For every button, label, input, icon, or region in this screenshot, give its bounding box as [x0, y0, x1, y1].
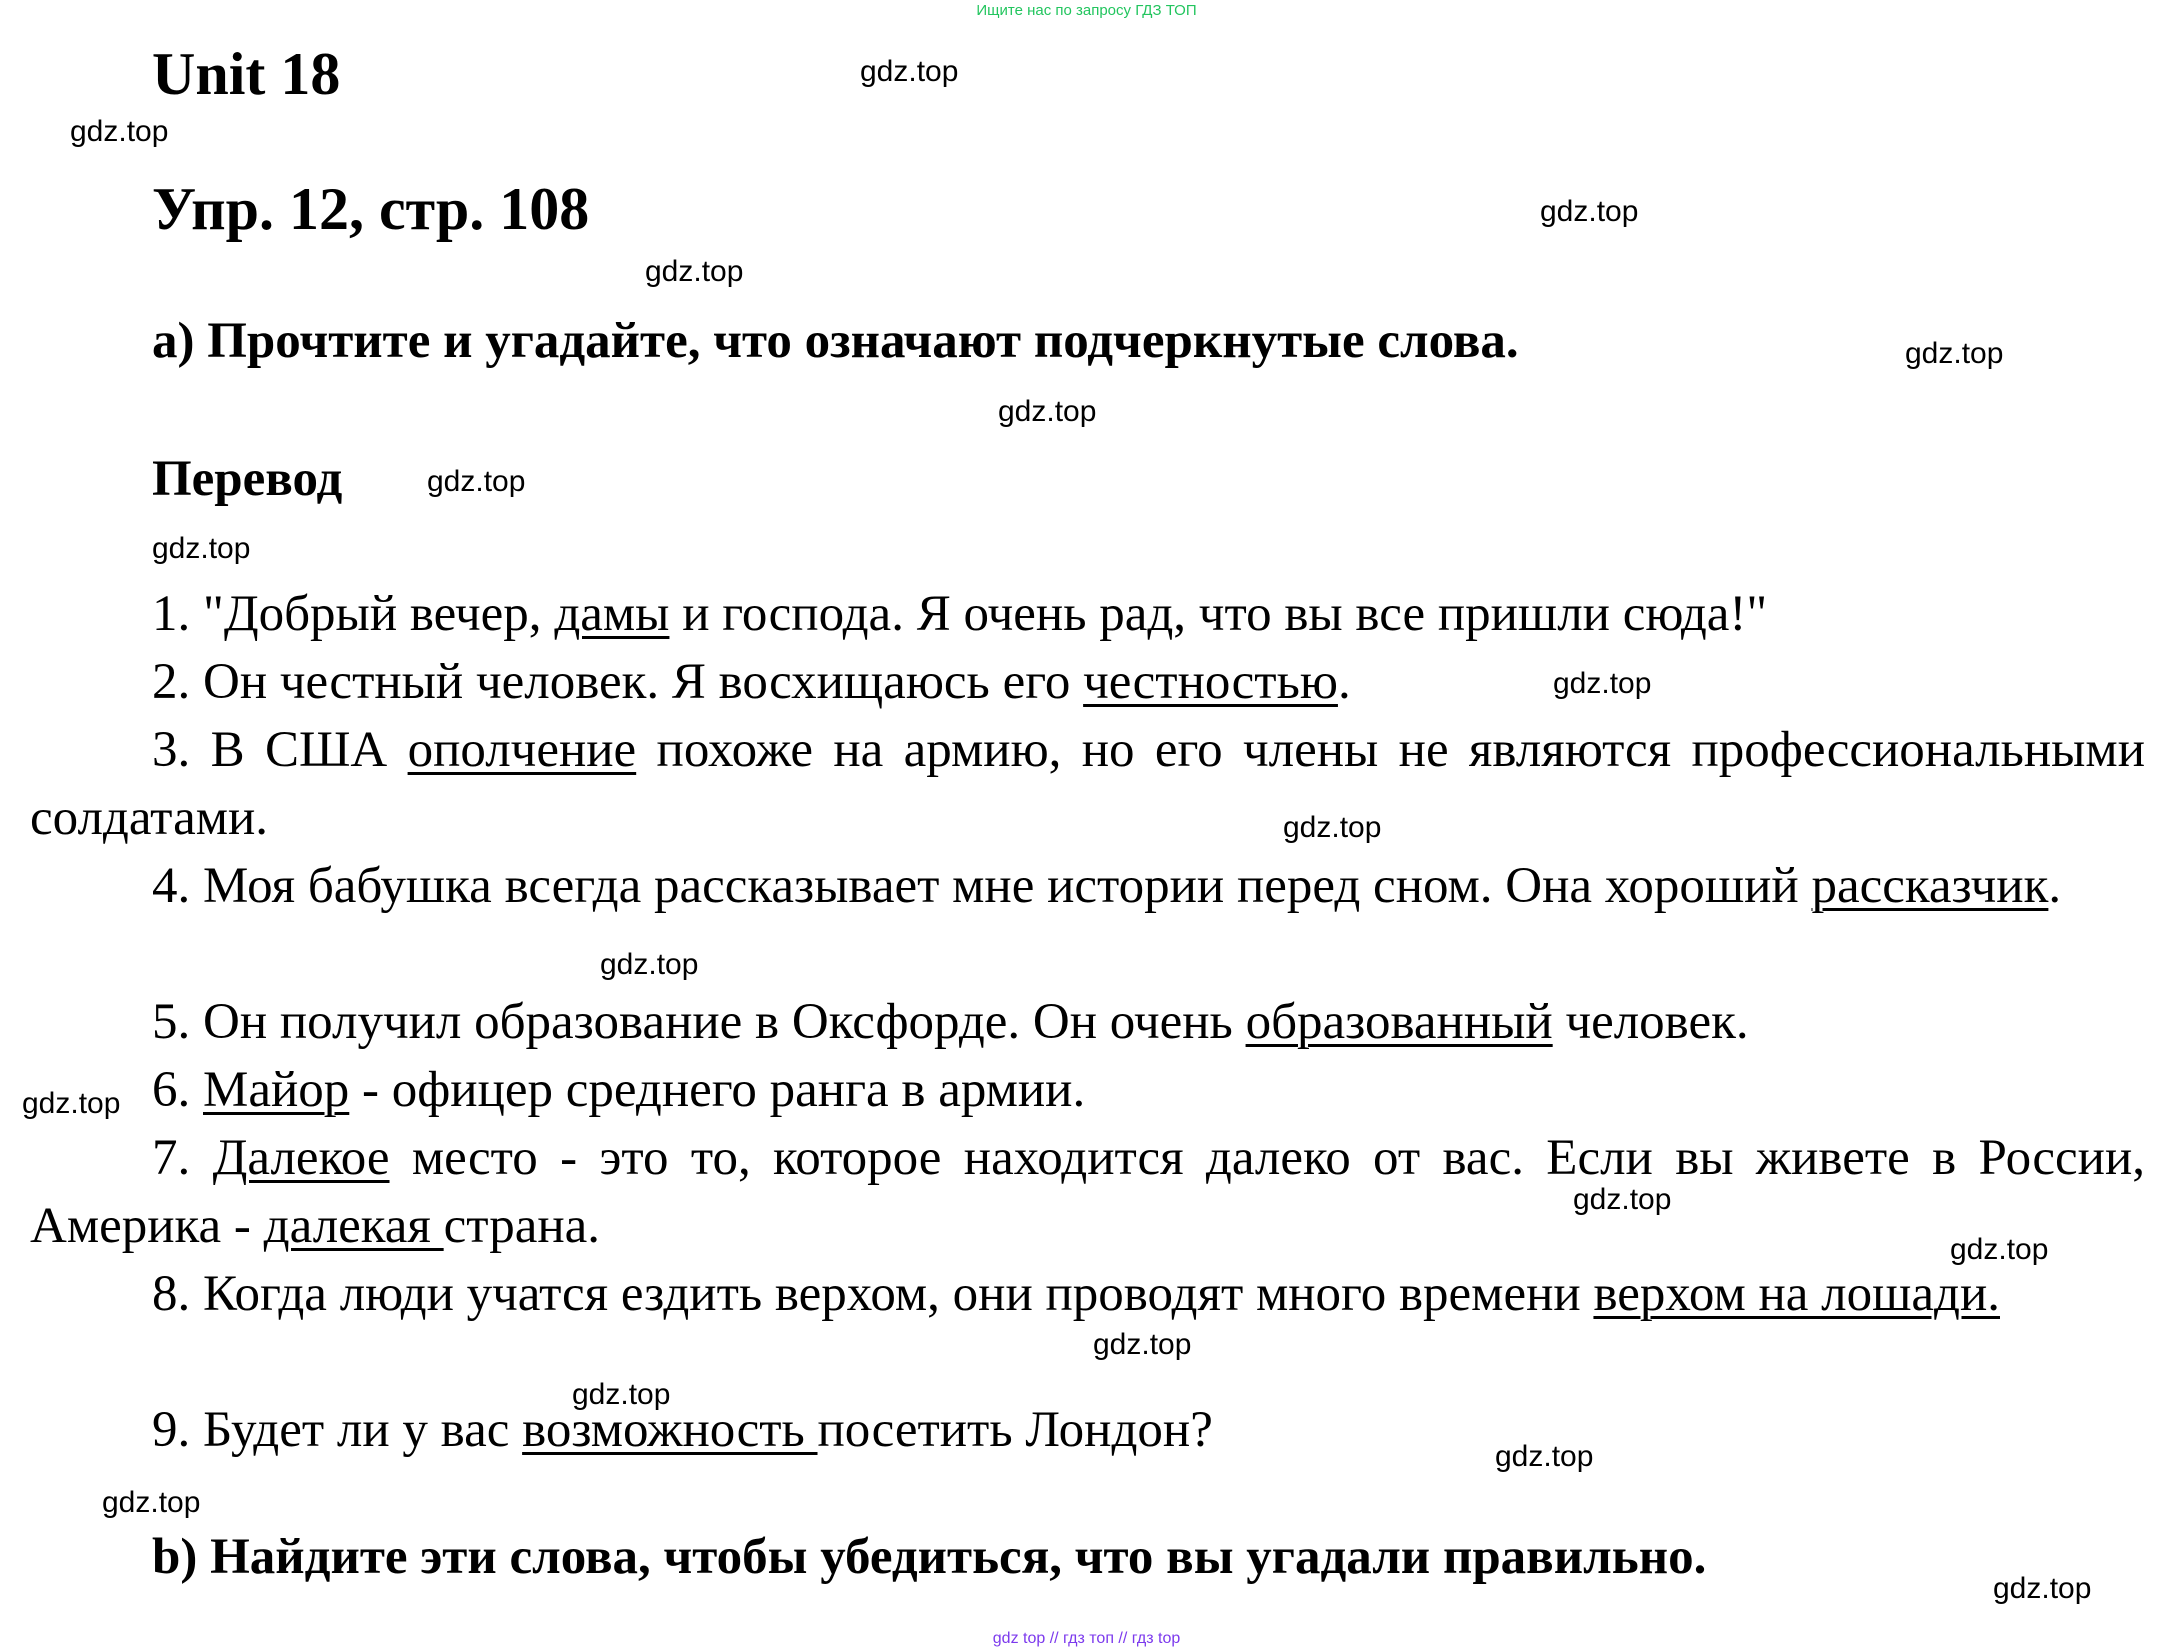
- underlined-word: далекая: [263, 1198, 444, 1254]
- watermark: gdz.top: [70, 115, 169, 148]
- translation-heading: Перевод: [152, 451, 343, 507]
- underlined-word: дамы: [554, 586, 670, 642]
- watermark: gdz.top: [645, 255, 744, 288]
- underlined-word: верхом на лошади.: [1593, 1266, 2000, 1322]
- underlined-word: ополчение: [407, 722, 637, 778]
- underlined-word: образованный: [1245, 994, 1553, 1050]
- underlined-word: возможность: [522, 1402, 818, 1458]
- watermark: gdz.top: [1950, 1233, 2049, 1266]
- watermark: gdz.top: [152, 532, 251, 565]
- watermark: gdz.top: [1573, 1183, 1672, 1216]
- watermark: gdz.top: [860, 55, 959, 88]
- watermark: gdz.top: [1093, 1328, 1192, 1361]
- watermark: gdz.top: [572, 1378, 671, 1411]
- unit-title: Unit 18: [152, 41, 341, 107]
- task-a: a) Прочтите и угадайте, что означают подчеркнутые слова.: [152, 313, 1519, 369]
- underlined-word: рассказчик: [1811, 858, 2049, 914]
- underlined-word: честностью: [1083, 654, 1338, 710]
- task-b: b) Найдите эти слова, чтобы убедиться, что вы угадали правильно.: [152, 1529, 1707, 1585]
- list-item: 9. Будет ли у вас возможность посетить Лондон?: [152, 1402, 1213, 1458]
- list-item: 8. Когда люди учатся ездить верхом, они проводят много времени верхом на лошади.: [152, 1266, 2000, 1322]
- list-item: 6. Майор - офицер среднего ранга в армии.: [152, 1062, 1086, 1118]
- watermark: gdz.top: [1540, 195, 1639, 228]
- watermark: gdz.top: [998, 395, 1097, 428]
- list-item: 5. Он получил образование в Оксфорде. Он очень образованный человек.: [152, 994, 1749, 1050]
- list-item: 2. Он честный человек. Я восхищаюсь его честностью.: [152, 654, 1351, 710]
- watermark: gdz.top: [600, 948, 699, 981]
- watermark: gdz.top: [427, 465, 526, 498]
- top-banner: Ищите нас по запросу ГДЗ ТОП: [976, 2, 1197, 19]
- watermark: gdz.top: [1993, 1572, 2092, 1605]
- exercise-title: Упр. 12, стр. 108: [152, 176, 590, 242]
- watermark: gdz.top: [1495, 1440, 1594, 1473]
- list-item: 7. Далекое место - это то, которое находится далеко от вас. Если вы живете в России, Америка - далекая страна.: [30, 1130, 2146, 1254]
- watermark: gdz.top: [1283, 811, 1382, 844]
- list-item: 1. "Добрый вечер, дамы и господа. Я очень рад, что вы все пришли сюда!": [152, 586, 1768, 642]
- list-item: 4. Моя бабушка всегда рассказывает мне истории перед сном. Она хороший рассказчик.: [152, 858, 2062, 914]
- underlined-word: Далекое: [212, 1130, 390, 1186]
- underlined-word: Майор: [203, 1062, 350, 1118]
- list-item: 3. В США ополчение похоже на армию, но его члены не являются профессиональными солдатами.: [30, 722, 2145, 846]
- watermark: gdz.top: [102, 1486, 201, 1519]
- watermark: gdz.top: [1905, 337, 2004, 370]
- watermark: gdz.top: [1553, 667, 1652, 700]
- watermark: gdz.top: [22, 1087, 121, 1120]
- bottom-banner: gdz top // гдз топ // гдз top: [992, 1630, 1181, 1647]
